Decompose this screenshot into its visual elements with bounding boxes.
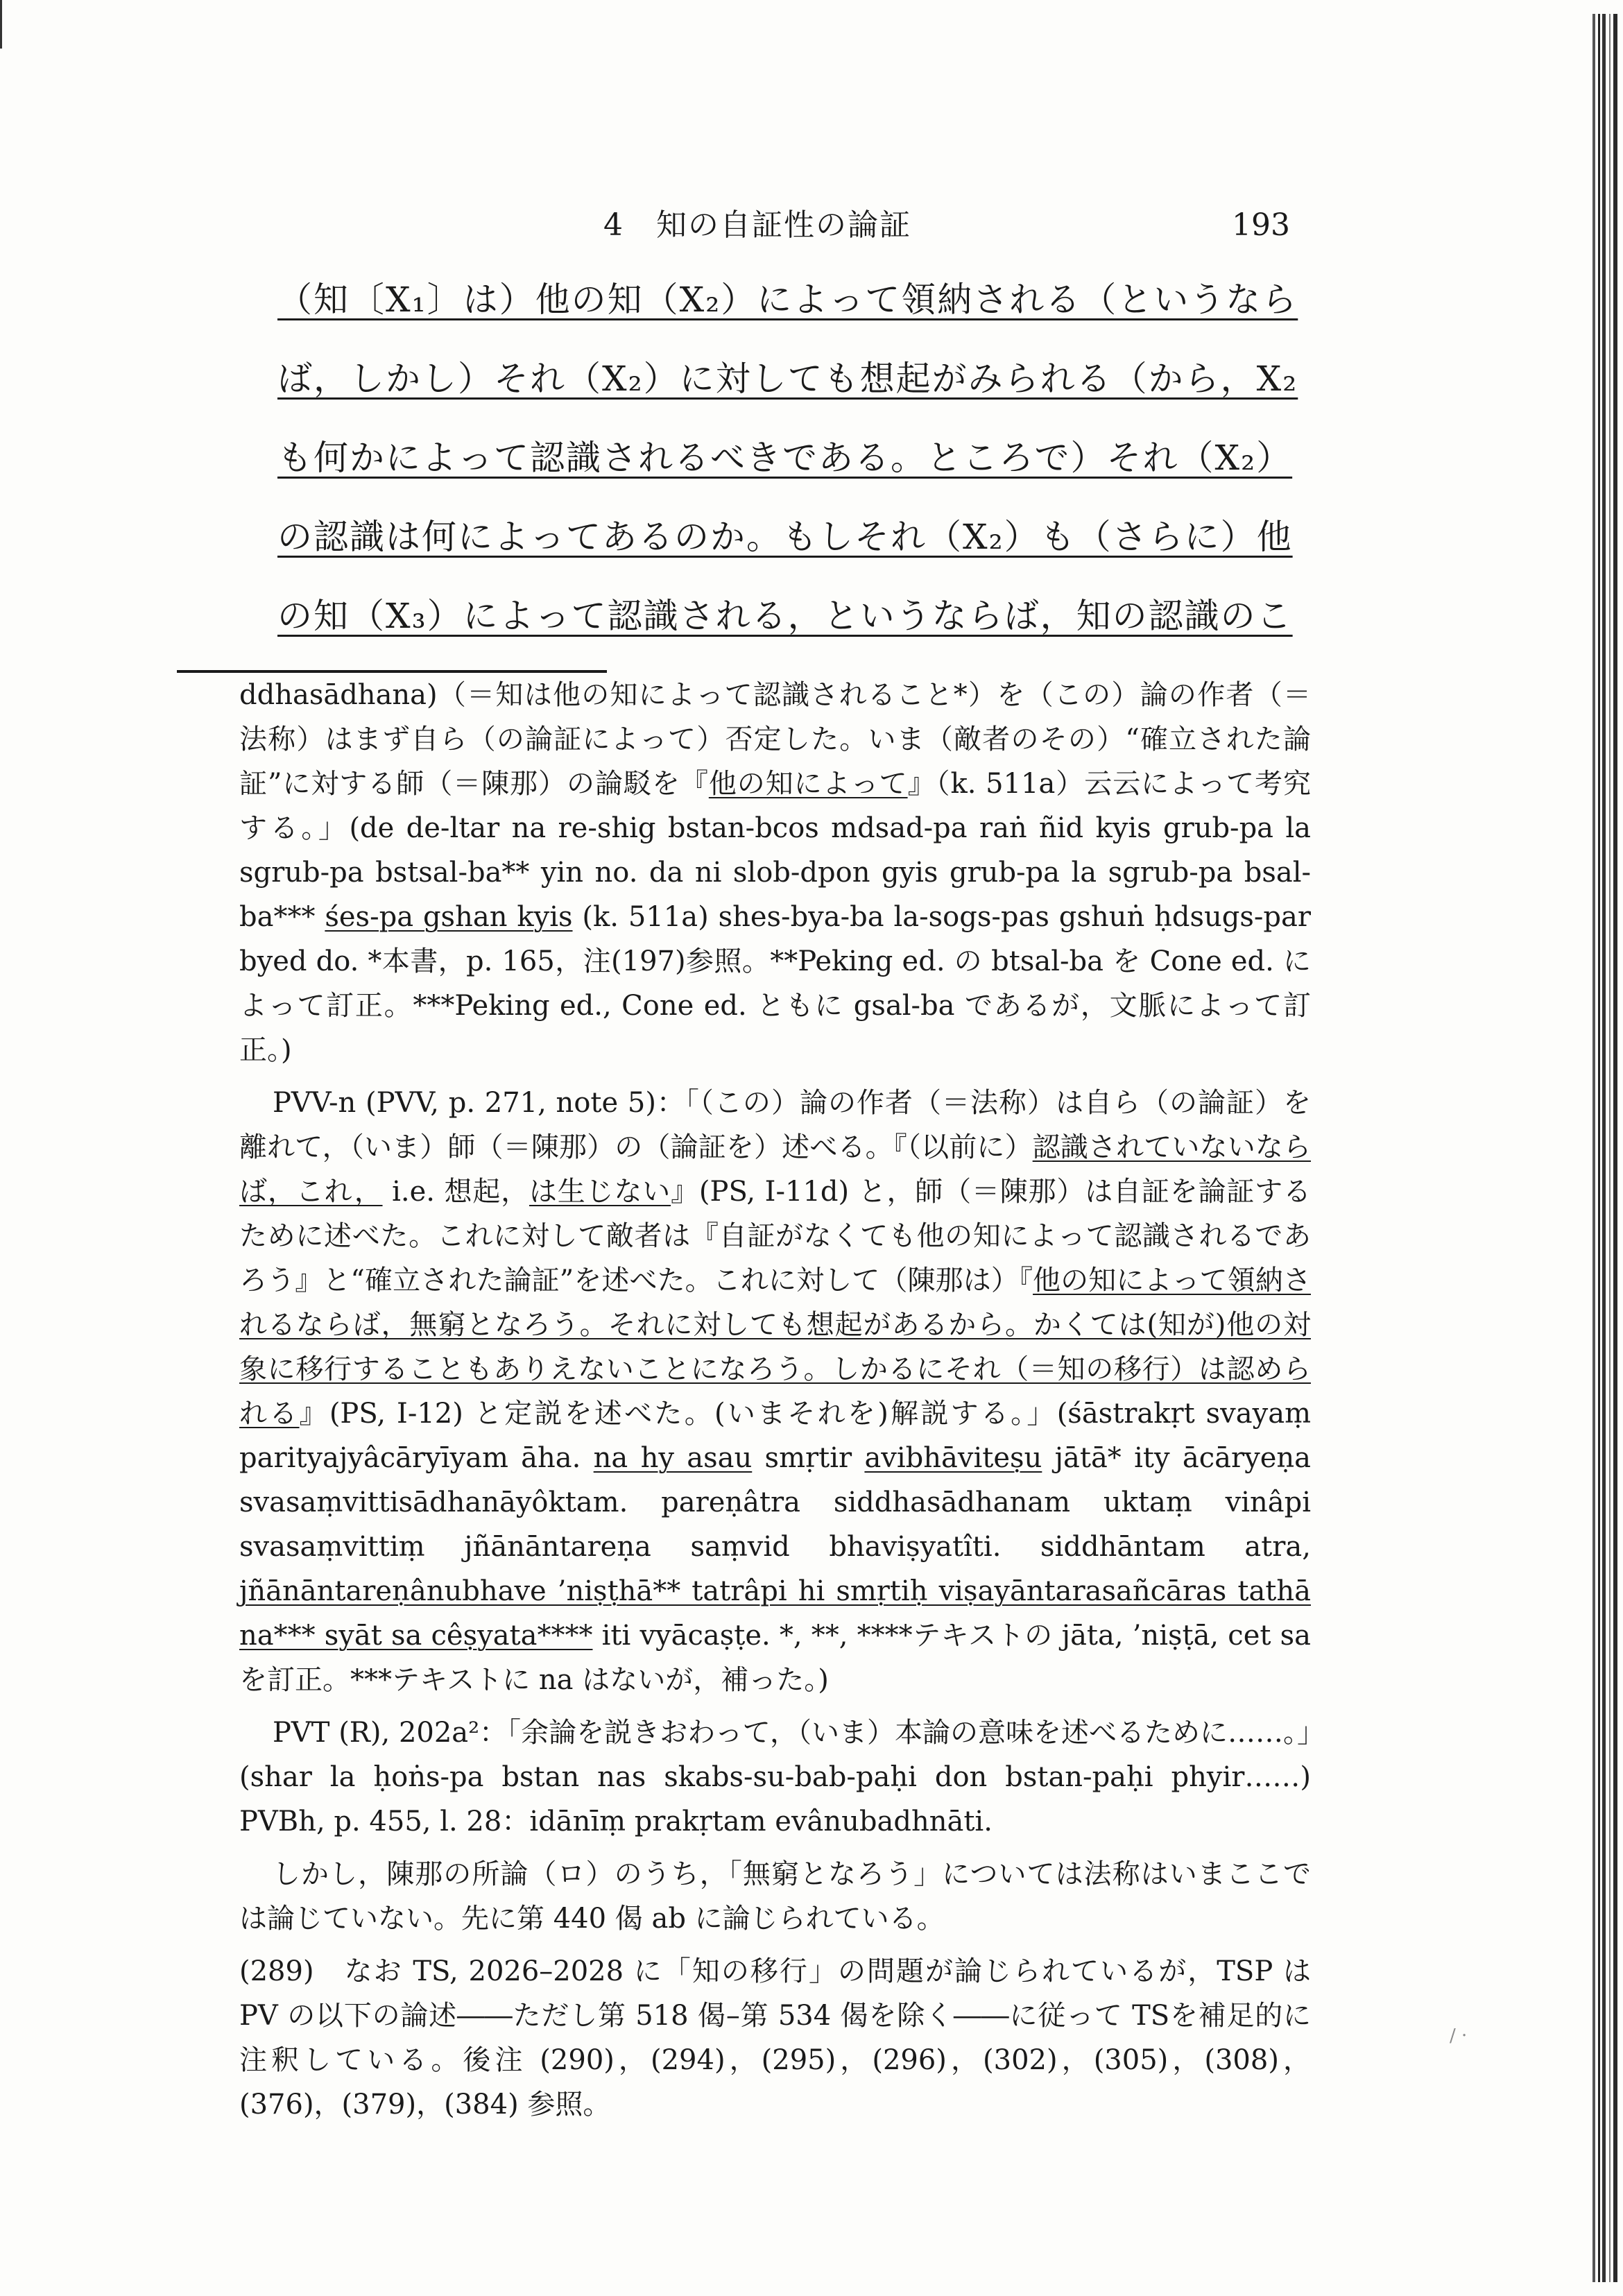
footnote-paragraph: しかし，陳那の所論（ロ）のうち，「無窮となろう」については法称はいまここでは論じていない。先に第 440 偈 ab に論じられている。 — [239, 1858, 1311, 1935]
main-text-line: の知（X₃）によって認識される，というならば，知の認識のこ — [277, 596, 1293, 636]
book-edge — [1602, 14, 1606, 2282]
footnotes — [239, 673, 1311, 2127]
footnote-paragraph: ddhasādhana)（＝知は他の知によって認識されること*）を（この）論の作者（＝法称）はまず自ら（の論証によって）否定した。いま（敵者のその）“確立された論証”に対する師（＝陳那）の論駁を『他の知によって』（k. 511a）云云によって考究する。」(de de-ltar na re-shig bstan-bcos mdsad-pa raṅ ñid kyis grub-pa la sgrub-pa bstsal-ba** yin no. da ni slob-dpon gyis grub-pa la sgrub-pa bsal-ba*** śes-pa gshan kyis (k. 511a) shes-bya-ba la-sogs-pas gshuṅ ḥdsugs-par byed do. *本書，p. 165，注(197)参照。**Peking ed. の btsal-ba を Cone ed. によって訂正。***Peking ed., Cone ed. ともに gsal-ba であるが，文脈によって訂正。) — [239, 679, 1311, 1066]
footnote-paragraph: PVT (R), 202a²：「余論を説きおわって，（いま）本論の意味を述べるために……。」(shar la ḥoṅs-pa bstan nas skabs-su-bab-paḥi don bstan-paḥi phyir……) PVBh, p. 455, l. 28：idānīṃ prakṛtam evânubadhnāti. — [239, 1717, 1311, 1837]
main-text — [277, 260, 1298, 656]
main-text-line: ば，しかし）それ（X₂）に対しても想起がみられる（から，X₂ — [277, 359, 1298, 399]
scan-edge-mark — [0, 0, 2, 49]
footnote-item-289: (289) なお TS, 2026–2028 に「知の移行」の問題が論じられているが，TSP は PV の以下の論述――ただし第 518 偈–第 534 偈を除く――に従って TSを補足的に注釈している。後注 (290)，(294)，(295)，(296)，(302)，(305)，(308)，(376)，(379)，(384) 参照。 — [239, 1955, 1311, 2121]
running-header — [277, 201, 1290, 250]
main-text-line: の認識は何によってあるのか。もしそれ（X₂）も（さらに）他 — [277, 517, 1293, 557]
book-edge — [1598, 14, 1600, 2282]
main-text-line: （知〔X₁〕は）他の知（X₂）によって領納される（というなら — [277, 280, 1298, 320]
footnote-paragraph: PVV-n (PVV, p. 271, note 5)：「（この）論の作者（＝法称）は自ら（の論証）を離れて，（いま）師（＝陳那）の（論証を）述べる。『（以前に）認識されていないならば，これ， i.e. 想起，は生じない』(PS, I-11d) と，師（＝陳那）は自証を論証するために述べた。これに対して敵者は『自証がなくても他の知によって認識されるであろう』と“確立された論証”を述べた。これに対して（陳那は）『他の知によって領納されるならば，無窮となろう。それに対しても想起があるから。かくては(知が)他の対象に移行することもありえないことになろう。しかるにそれ（＝知の移行）は認められる』(PS, I-12) と定説を述べた。(いまそれを)解説する。」(śāstrakṛt svayaṃ parityajyâcāryīyam āha. na hy asau smṛtir avibhāviteṣu jātā* ity ācāryeṇa svasaṃvittisādhanāyôktam. pareṇâtra siddhasādhanam uktaṃ vinâpi svasaṃvittiṃ jñānāntareṇa saṃvid bhaviṣyatîti. siddhāntam atra, jñānāntareṇânubhave ’niṣṭhā** tatrâpi hi smṛtiḥ viṣayāntarasañcāras tathā na*** syāt sa cêṣyata**** iti vyācaṣṭe. *, **, ****テキストの jāta, ’niṣṭā, cet sa を訂正。***テキストに na はないが，補った。) — [239, 1087, 1312, 1696]
book-edge — [1609, 14, 1611, 2282]
book-edge — [1613, 14, 1617, 2282]
page-number: 193 — [1232, 207, 1290, 243]
book-edge — [1592, 14, 1595, 2282]
chapter-title: 4 知の自証性の論証 — [603, 207, 911, 243]
scan-speck: / · — [1450, 2025, 1468, 2046]
main-text-line: も何かによって認識されるべきである。ところで）それ（X₂） — [277, 438, 1293, 478]
